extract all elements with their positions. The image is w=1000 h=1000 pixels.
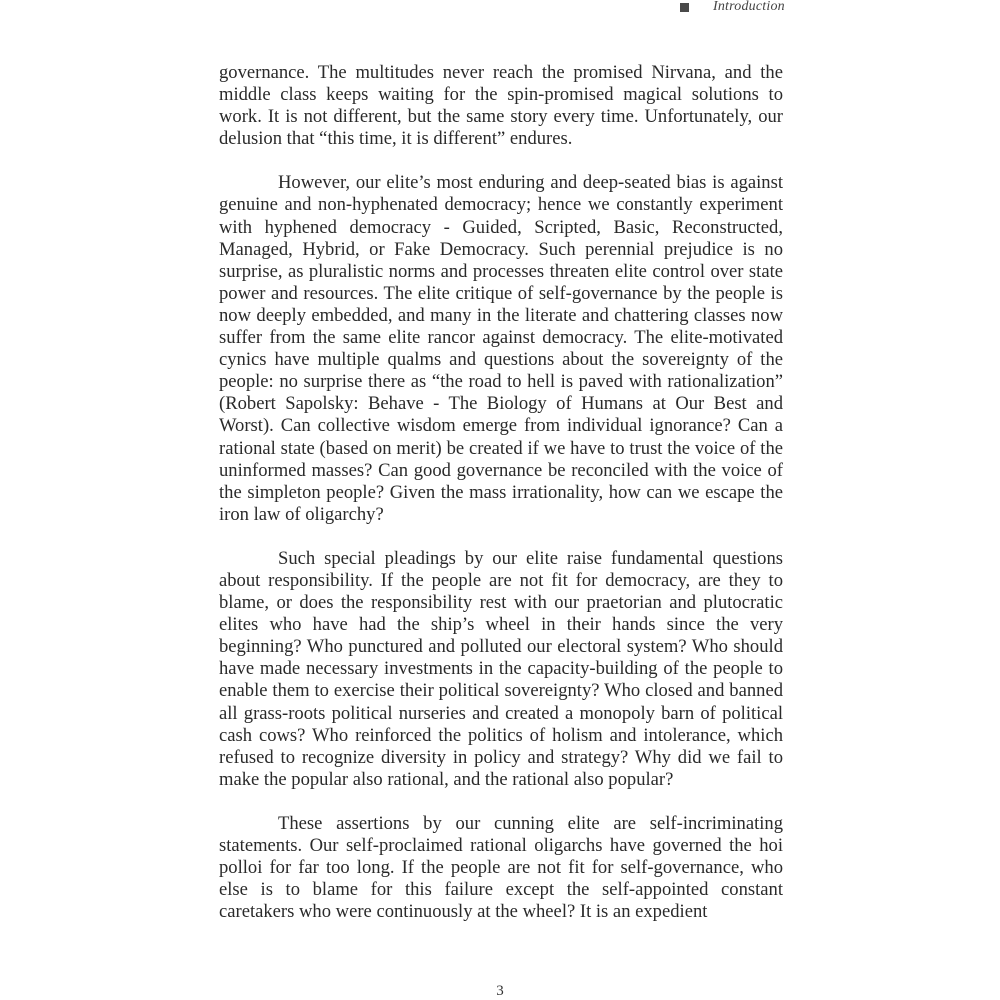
body-text xyxy=(219,62,783,945)
square-bullet-icon xyxy=(680,3,689,12)
paragraph-4: These assertions by our cunning elite are self-incriminating statements. Our self-proclaimed rational oligarchs have governed the hoi polloi for far too long. If the people are not fit for self-governance, who else is to blame for this failure except the self-appointed constant caretakers who were continuously at the wheel? It is an expedient xyxy=(219,812,783,923)
running-header xyxy=(0,0,1000,16)
paragraph-3: Such special pleadings by our elite raise fundamental questions about responsibility. If the people are not fit for democracy, are they to blame, or does the responsibility rest with our praetorian and plutocratic elites who have had the ship’s wheel in their hands since the very beginning? Who punctured and polluted our electoral system? Who should have made necessary investments in the capacity-building of the people to enable them to exercise their political sovereignty? Who closed and banned all grass-roots political nurseries and created a monopoly barn of political cash cows? Who reinforced the politics of holism and intolerance, which refused to recognize diversity in policy and strategy? Why did we fail to make the popular also rational, and the rational also popular? xyxy=(219,547,783,790)
page-number: 3 xyxy=(496,983,504,999)
paragraph-1: governance. The multitudes never reach the promised Nirvana, and the middle class keeps waiting for the spin-promised magical solutions to work. It is not different, but the same story every time. Unfortunately, our delusion that “this time, it is different” endures. xyxy=(219,62,783,150)
chapter-title: Introduction xyxy=(713,0,785,14)
paragraph-2: However, our elite’s most enduring and deep-seated bias is against genuine and non-hyphenated democracy; hence we constantly experiment with hyphened democracy - Guided, Scripted, Basic, Reconstructed, Managed, Hybrid, or Fake Democracy. Such perennial prejudice is no surprise, as pluralistic norms and processes threaten elite control over state power and resources. The elite critique of self-governance by the people is now deeply embedded, and many in the literate and chattering classes now suffer from the same elite rancor against democracy. The elite-motivated cynics have multiple qualms and questions about the sovereignty of the people: no surprise there as “the road to hell is paved with rationalization” (Robert Sapolsky: Behave - The Biology of Humans at Our Best and Worst). Can collective wisdom emerge from individual ignorance? Can a rational state (based on merit) be created if we have to trust the voice of the uninformed masses? Can good governance be reconciled with the voice of the simpleton people? Given the mass irrationality, how can we escape the iron law of oligarchy? xyxy=(219,172,783,525)
